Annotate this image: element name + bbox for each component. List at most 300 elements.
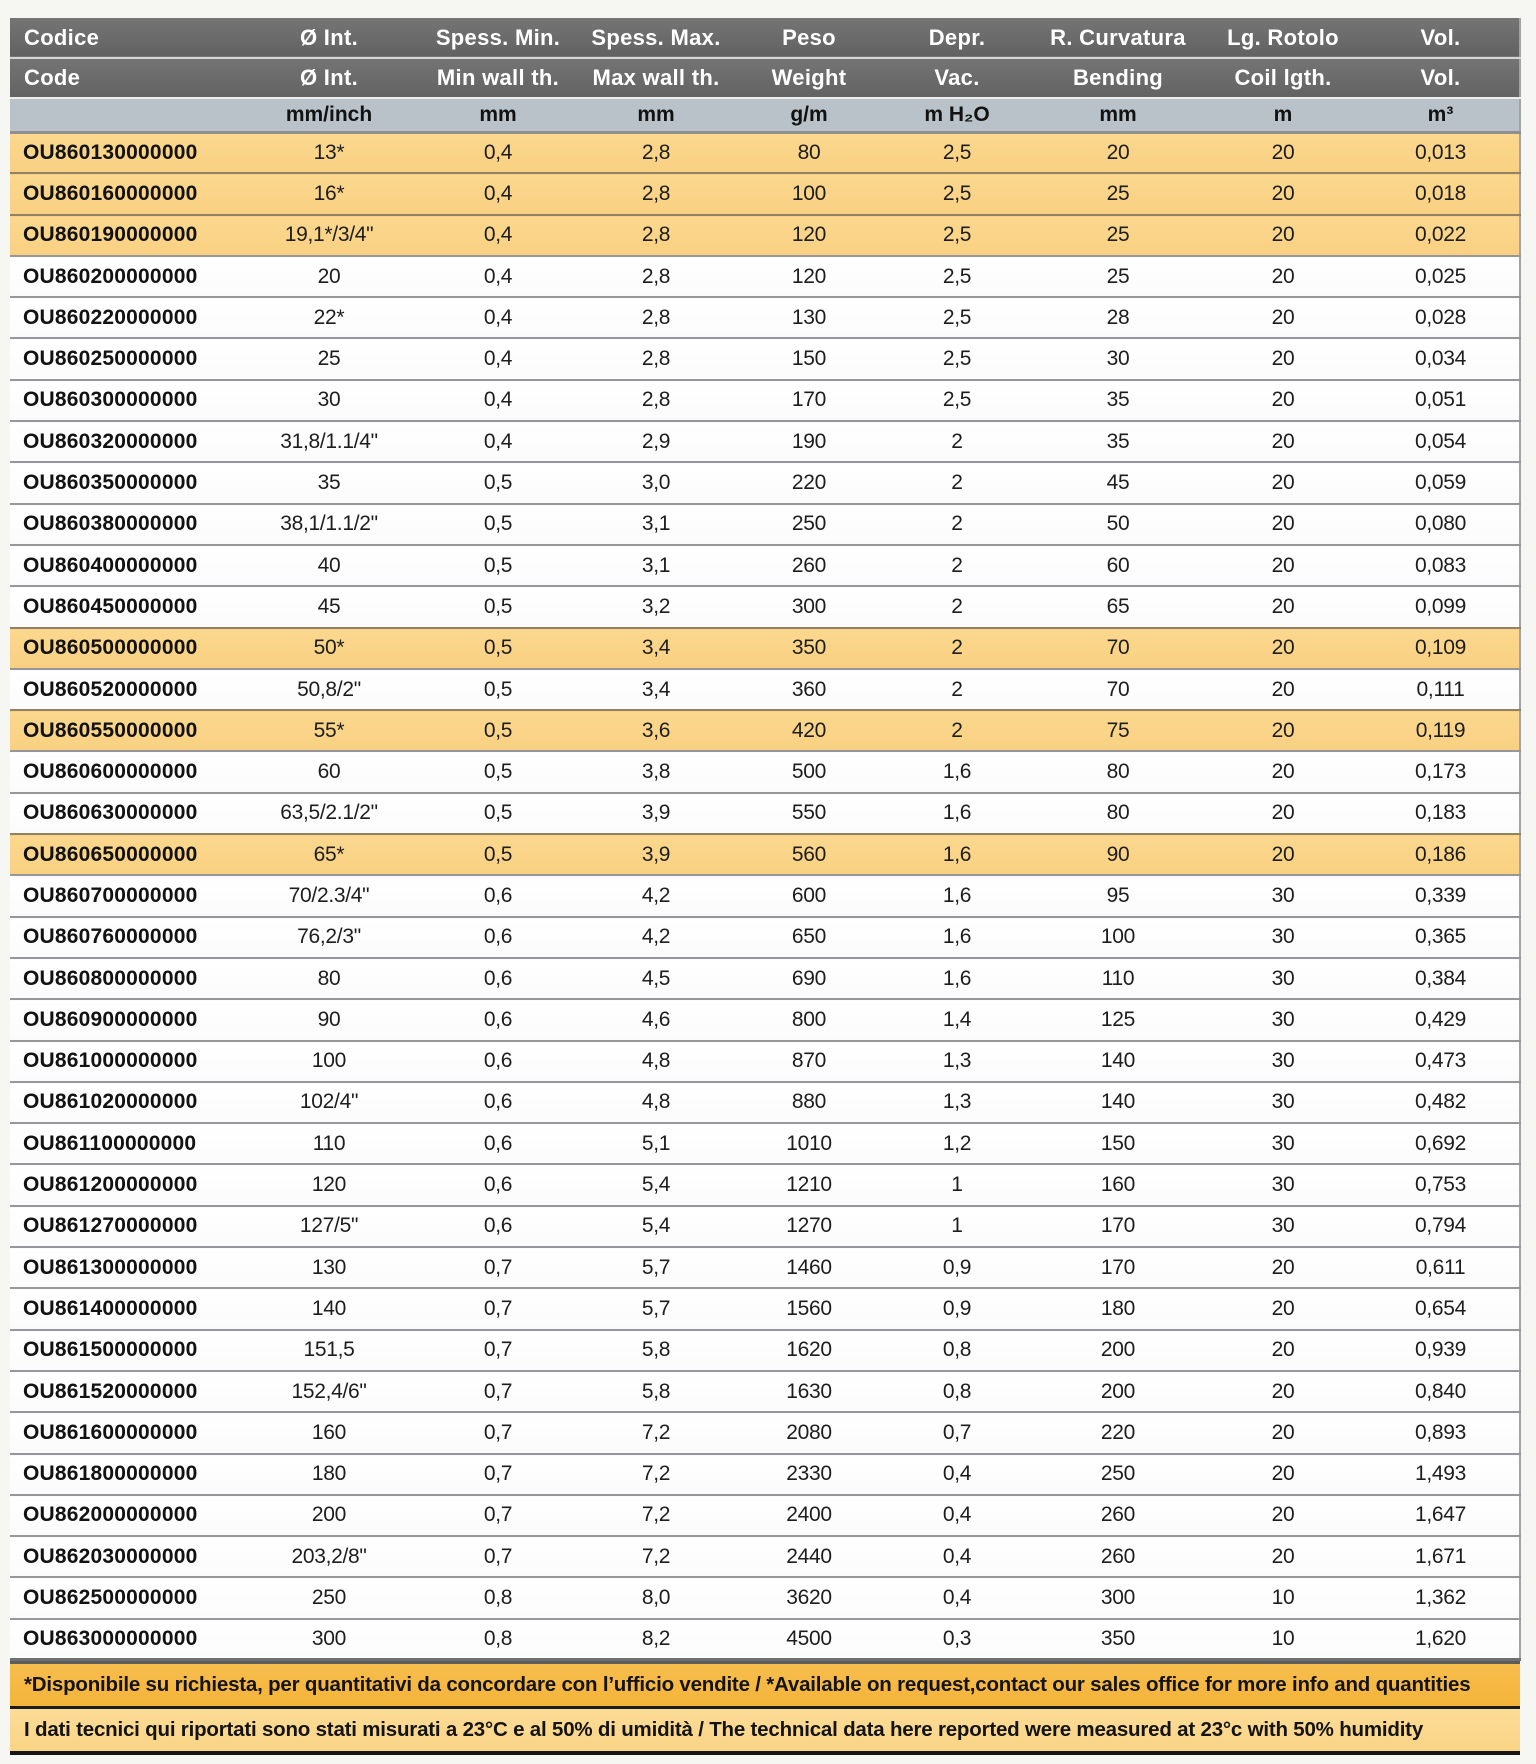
cell-diameter: 40 — [317, 553, 341, 577]
header-coil-length: Coil lgth. — [1234, 65, 1332, 90]
cell-vacuum: 2,5 — [942, 223, 972, 247]
cell-min-wall: 0,4 — [483, 429, 513, 453]
cell-bending: 70 — [1106, 636, 1130, 660]
footnote-measurement-conditions: I dati tecnici qui riportati sono stati misurati a 23°C e al 50% di umidità / The technical data here reported were measured at 23°c with 50% humidity — [10, 1709, 1520, 1755]
cell-code: OU861400000000 — [23, 1296, 198, 1320]
table-units-row — [10, 98, 1520, 132]
table-row — [10, 1619, 1520, 1660]
unit-bending: mm — [1099, 102, 1137, 126]
cell-coil-length: 20 — [1271, 264, 1295, 288]
cell-vacuum: 2,5 — [942, 388, 972, 412]
cell-volume: 0,111 — [1416, 677, 1465, 701]
cell-diameter: 16* — [313, 181, 345, 205]
cell-min-wall: 0,5 — [483, 842, 513, 866]
cell-max-wall: 7,2 — [641, 1420, 671, 1444]
cell-vacuum: 1,4 — [942, 1007, 972, 1031]
cell-bending: 35 — [1106, 388, 1130, 412]
cell-bending: 220 — [1100, 1420, 1136, 1444]
table-row — [10, 1454, 1520, 1495]
cell-coil-length: 20 — [1271, 347, 1295, 371]
cell-max-wall: 8,0 — [641, 1586, 671, 1610]
cell-diameter: 100 — [311, 1049, 347, 1073]
cell-diameter: 50,8/2" — [297, 677, 361, 701]
cell-coil-length: 20 — [1271, 181, 1295, 205]
table-row — [10, 1412, 1520, 1453]
header-vol: Vol. — [1420, 65, 1461, 90]
table-row — [10, 1371, 1520, 1412]
cell-volume: 1,362 — [1414, 1586, 1467, 1610]
cell-vacuum: 0,4 — [942, 1462, 972, 1486]
cell-min-wall: 0,6 — [483, 966, 513, 990]
cell-max-wall: 3,9 — [641, 801, 671, 825]
cell-max-wall: 7,2 — [641, 1544, 671, 1568]
cell-coil-length: 20 — [1271, 553, 1295, 577]
cell-max-wall: 4,8 — [641, 1090, 671, 1114]
header-depressione: Depr. — [928, 24, 986, 50]
cell-coil-length: 20 — [1271, 388, 1295, 412]
cell-weight: 880 — [791, 1090, 827, 1114]
cell-coil-length: 20 — [1271, 1255, 1295, 1279]
table-body — [10, 132, 1520, 1660]
cell-weight: 600 — [791, 883, 827, 907]
cell-code: OU861800000000 — [23, 1462, 198, 1486]
table-row — [10, 462, 1520, 503]
cell-volume: 0,654 — [1414, 1296, 1467, 1320]
cell-vacuum: 1 — [951, 1214, 963, 1238]
unit-max-wall: mm — [637, 102, 675, 126]
table-row — [10, 710, 1520, 751]
cell-min-wall: 0,5 — [483, 553, 513, 577]
cell-code: OU862030000000 — [23, 1544, 198, 1568]
cell-weight: 690 — [791, 966, 827, 990]
cell-coil-length: 20 — [1271, 1338, 1295, 1362]
cell-code: OU861270000000 — [23, 1214, 198, 1238]
cell-weight: 120 — [791, 223, 827, 247]
cell-min-wall: 0,6 — [483, 1049, 513, 1073]
cell-min-wall: 0,8 — [483, 1586, 513, 1610]
cell-bending: 170 — [1100, 1214, 1136, 1238]
cell-bending: 20 — [1106, 140, 1130, 164]
cell-weight: 100 — [791, 181, 827, 205]
cell-volume: 0,893 — [1414, 1420, 1467, 1444]
cell-min-wall: 0,7 — [483, 1338, 513, 1362]
cell-weight: 2080 — [786, 1420, 832, 1444]
cell-coil-length: 20 — [1271, 677, 1295, 701]
cell-diameter: 25 — [317, 347, 341, 371]
cell-max-wall: 3,4 — [641, 677, 671, 701]
cell-volume: 0,099 — [1414, 594, 1467, 618]
cell-max-wall: 2,8 — [641, 388, 671, 412]
cell-max-wall: 7,2 — [641, 1503, 671, 1527]
table-row — [10, 545, 1520, 586]
cell-vacuum: 1,6 — [942, 883, 972, 907]
cell-bending: 140 — [1100, 1049, 1136, 1073]
table-row — [10, 917, 1520, 958]
unit-diameter: mm/inch — [285, 102, 373, 126]
cell-bending: 110 — [1101, 966, 1135, 990]
cell-diameter: 152,4/6" — [291, 1379, 367, 1403]
cell-min-wall: 0,4 — [483, 305, 513, 329]
cell-coil-length: 20 — [1271, 471, 1295, 495]
cell-diameter: 130 — [311, 1255, 347, 1279]
cell-coil-length: 10 — [1271, 1586, 1295, 1610]
cell-volume: 0,339 — [1414, 883, 1467, 907]
cell-max-wall: 5,4 — [641, 1214, 671, 1238]
cell-max-wall: 5,1 — [641, 1131, 671, 1155]
cell-weight: 150 — [791, 347, 827, 371]
table-row — [10, 586, 1520, 627]
cell-volume: 0,022 — [1414, 223, 1467, 247]
cell-code: OU860630000000 — [23, 801, 198, 825]
header-min-wall: Min wall th. — [436, 65, 560, 90]
cell-code: OU860900000000 — [23, 1007, 198, 1031]
cell-max-wall: 2,8 — [641, 140, 671, 164]
cell-code: OU861100000000 — [23, 1131, 197, 1155]
table-row — [10, 1082, 1520, 1123]
cell-min-wall: 0,4 — [483, 140, 513, 164]
cell-vacuum: 0,9 — [942, 1255, 972, 1279]
cell-diameter: 22* — [313, 305, 345, 329]
cell-bending: 125 — [1100, 1007, 1136, 1031]
cell-weight: 3620 — [786, 1586, 832, 1610]
table-row — [10, 1330, 1520, 1371]
cell-weight: 650 — [791, 925, 827, 949]
cell-max-wall: 4,6 — [641, 1007, 671, 1031]
cell-min-wall: 0,7 — [483, 1420, 513, 1444]
cell-coil-length: 30 — [1271, 925, 1295, 949]
cell-bending: 150 — [1100, 1131, 1136, 1155]
cell-min-wall: 0,5 — [483, 636, 513, 660]
cell-weight: 420 — [791, 718, 827, 742]
cell-code: OU860220000000 — [23, 305, 198, 329]
cell-coil-length: 20 — [1271, 718, 1295, 742]
cell-vacuum: 2 — [951, 594, 963, 618]
cell-vacuum: 1,3 — [942, 1090, 972, 1114]
cell-volume: 0,013 — [1414, 140, 1467, 164]
cell-weight: 130 — [791, 305, 827, 329]
cell-weight: 80 — [797, 140, 821, 164]
cell-max-wall: 5,8 — [641, 1379, 671, 1403]
cell-bending: 250 — [1100, 1462, 1136, 1486]
cell-weight: 2440 — [786, 1544, 832, 1568]
table-row — [10, 297, 1520, 338]
cell-diameter: 160 — [311, 1420, 347, 1444]
cell-weight: 250 — [791, 512, 827, 536]
cell-coil-length: 30 — [1271, 1173, 1295, 1197]
cell-coil-length: 20 — [1271, 801, 1295, 825]
cell-diameter: 110 — [312, 1131, 346, 1155]
cell-vacuum: 1 — [951, 1173, 963, 1197]
cell-vacuum: 0,9 — [942, 1296, 972, 1320]
cell-min-wall: 0,7 — [483, 1503, 513, 1527]
cell-weight: 300 — [791, 594, 827, 618]
cell-code: OU860600000000 — [23, 760, 198, 784]
cell-volume: 1,493 — [1414, 1462, 1467, 1486]
cell-code: OU860520000000 — [23, 677, 198, 701]
cell-coil-length: 20 — [1271, 1296, 1295, 1320]
cell-vacuum: 1,6 — [942, 925, 972, 949]
header-weight: Weight — [771, 65, 847, 90]
cell-code: OU862500000000 — [23, 1586, 198, 1610]
cell-bending: 350 — [1100, 1627, 1136, 1651]
cell-volume: 0,939 — [1414, 1338, 1467, 1362]
cell-vacuum: 1,3 — [942, 1049, 972, 1073]
cell-weight: 4500 — [786, 1627, 832, 1651]
cell-volume: 0,186 — [1414, 842, 1467, 866]
cell-diameter: 203,2/8" — [291, 1544, 367, 1568]
cell-volume: 0,611 — [1415, 1255, 1466, 1279]
header-code: Code — [24, 65, 81, 90]
cell-diameter: 180 — [311, 1462, 347, 1486]
cell-weight: 550 — [791, 801, 827, 825]
cell-weight: 2330 — [786, 1462, 832, 1486]
table-header-row-italian — [10, 18, 1520, 58]
cell-vacuum: 2 — [951, 512, 963, 536]
cell-max-wall: 3,0 — [641, 471, 671, 495]
cell-weight: 500 — [791, 760, 827, 784]
cell-volume: 0,794 — [1414, 1214, 1467, 1238]
cell-code: OU860700000000 — [23, 883, 198, 907]
cell-volume: 0,054 — [1414, 429, 1467, 453]
header-peso: Peso — [782, 24, 836, 50]
table-row — [10, 958, 1520, 999]
unit-code — [10, 98, 238, 132]
cell-code: OU861300000000 — [23, 1255, 198, 1279]
cell-diameter: 20 — [317, 264, 341, 288]
cell-weight: 260 — [791, 553, 827, 577]
unit-weight: g/m — [790, 102, 828, 126]
cell-diameter: 90 — [317, 1007, 341, 1031]
cell-volume: 0,051 — [1414, 388, 1467, 412]
cell-code: OU860250000000 — [23, 347, 198, 371]
cell-min-wall: 0,5 — [483, 512, 513, 536]
cell-vacuum: 1,6 — [942, 842, 972, 866]
cell-code: OU860650000000 — [23, 842, 198, 866]
cell-coil-length: 20 — [1271, 223, 1295, 247]
cell-weight: 1620 — [786, 1338, 832, 1362]
cell-min-wall: 0,6 — [483, 1007, 513, 1031]
cell-weight: 190 — [791, 429, 827, 453]
table-row — [10, 1123, 1520, 1164]
cell-diameter: 63,5/2.1/2" — [280, 801, 378, 825]
cell-code: OU863000000000 — [23, 1627, 198, 1651]
cell-diameter: 250 — [311, 1586, 347, 1610]
cell-bending: 180 — [1100, 1296, 1136, 1320]
cell-coil-length: 20 — [1271, 1544, 1295, 1568]
cell-coil-length: 20 — [1271, 140, 1295, 164]
cell-code: OU860760000000 — [23, 925, 198, 949]
cell-volume: 1,620 — [1414, 1627, 1467, 1651]
table-row — [10, 421, 1520, 462]
table-row — [10, 1247, 1520, 1288]
cell-bending: 50 — [1106, 512, 1130, 536]
cell-volume: 0,384 — [1414, 966, 1467, 990]
cell-bending: 90 — [1106, 842, 1130, 866]
cell-vacuum: 0,3 — [942, 1627, 972, 1651]
cell-max-wall: 3,8 — [641, 760, 671, 784]
cell-volume: 0,034 — [1414, 347, 1467, 371]
cell-volume: 0,025 — [1414, 264, 1467, 288]
cell-max-wall: 2,8 — [641, 264, 671, 288]
cell-code: OU860160000000 — [23, 181, 198, 205]
cell-coil-length: 30 — [1271, 1214, 1295, 1238]
cell-volume: 0,429 — [1414, 1007, 1467, 1031]
cell-max-wall: 2,8 — [641, 347, 671, 371]
cell-min-wall: 0,5 — [483, 760, 513, 784]
table-row — [10, 1164, 1520, 1205]
cell-volume: 1,671 — [1414, 1544, 1467, 1568]
table-row — [10, 173, 1520, 214]
cell-volume: 0,365 — [1414, 925, 1467, 949]
cell-vacuum: 1,6 — [942, 760, 972, 784]
cell-bending: 70 — [1106, 677, 1130, 701]
table-row — [10, 1041, 1520, 1082]
cell-min-wall: 0,6 — [483, 1173, 513, 1197]
cell-vacuum: 2,5 — [942, 347, 972, 371]
spec-table — [10, 18, 1521, 1661]
cell-vacuum: 2,5 — [942, 264, 972, 288]
cell-volume: 0,173 — [1414, 760, 1467, 784]
cell-vacuum: 2,5 — [942, 305, 972, 329]
cell-diameter: 80 — [317, 966, 341, 990]
cell-weight: 1010 — [786, 1131, 832, 1155]
cell-min-wall: 0,4 — [483, 181, 513, 205]
cell-bending: 95 — [1106, 883, 1130, 907]
cell-coil-length: 20 — [1271, 594, 1295, 618]
cell-bending: 28 — [1106, 305, 1130, 329]
cell-diameter: 151,5 — [303, 1338, 355, 1362]
cell-bending: 140 — [1100, 1090, 1136, 1114]
cell-coil-length: 20 — [1271, 636, 1295, 660]
cell-weight: 800 — [791, 1007, 827, 1031]
cell-bending: 25 — [1106, 181, 1130, 205]
cell-vacuum: 2 — [951, 471, 963, 495]
cell-coil-length: 20 — [1271, 760, 1295, 784]
table-row — [10, 256, 1520, 297]
cell-bending: 170 — [1100, 1255, 1136, 1279]
cell-coil-length: 20 — [1271, 1462, 1295, 1486]
cell-max-wall: 3,2 — [641, 594, 671, 618]
cell-bending: 80 — [1106, 801, 1130, 825]
cell-coil-length: 30 — [1271, 1131, 1295, 1155]
cell-max-wall: 5,7 — [641, 1296, 671, 1320]
cell-max-wall: 2,8 — [641, 223, 671, 247]
cell-code: OU860320000000 — [23, 429, 198, 453]
cell-diameter: 127/5" — [299, 1214, 359, 1238]
cell-vacuum: 2,5 — [942, 140, 972, 164]
cell-vacuum: 2 — [951, 677, 963, 701]
header-spess-max: Spess. Max. — [591, 24, 721, 50]
cell-vacuum: 2 — [951, 718, 963, 742]
cell-min-wall: 0,5 — [483, 677, 513, 701]
cell-code: OU860130000000 — [23, 140, 198, 164]
cell-volume: 0,473 — [1414, 1049, 1467, 1073]
cell-min-wall: 0,5 — [483, 718, 513, 742]
footnote-availability: *Disponibile su richiesta, per quantitativi da concordare con l’ufficio vendite / *Available on request,contact our sales office for more info and quantities — [10, 1661, 1520, 1709]
cell-volume: 0,840 — [1414, 1379, 1467, 1403]
cell-bending: 260 — [1100, 1544, 1136, 1568]
cell-vacuum: 0,7 — [942, 1420, 972, 1444]
cell-diameter: 300 — [311, 1627, 347, 1651]
cell-diameter: 102/4" — [299, 1090, 359, 1114]
cell-weight: 170 — [791, 388, 827, 412]
cell-weight: 120 — [791, 264, 827, 288]
cell-diameter: 50* — [313, 636, 345, 660]
table-row — [10, 338, 1520, 379]
header-vacuum: Vac. — [934, 65, 980, 90]
cell-min-wall: 0,6 — [483, 925, 513, 949]
cell-max-wall: 2,9 — [641, 429, 671, 453]
cell-vacuum: 0,8 — [942, 1338, 972, 1362]
table-row — [10, 1495, 1520, 1536]
cell-bending: 25 — [1106, 223, 1130, 247]
cell-max-wall: 4,8 — [641, 1049, 671, 1073]
table-row — [10, 793, 1520, 834]
cell-volume: 0,080 — [1414, 512, 1467, 536]
cell-max-wall: 2,8 — [641, 305, 671, 329]
cell-min-wall: 0,4 — [483, 388, 513, 412]
cell-coil-length: 20 — [1271, 1420, 1295, 1444]
cell-coil-length: 30 — [1271, 883, 1295, 907]
cell-weight: 1210 — [786, 1173, 832, 1197]
unit-min-wall: mm — [479, 102, 517, 126]
cell-weight: 1270 — [786, 1214, 832, 1238]
cell-code: OU861000000000 — [23, 1049, 198, 1073]
cell-vacuum: 0,4 — [942, 1503, 972, 1527]
cell-bending: 200 — [1100, 1338, 1136, 1362]
cell-vacuum: 1,6 — [942, 966, 972, 990]
cell-min-wall: 0,4 — [483, 264, 513, 288]
cell-min-wall: 0,5 — [483, 594, 513, 618]
cell-bending: 100 — [1100, 925, 1136, 949]
cell-weight: 1560 — [786, 1296, 832, 1320]
cell-max-wall: 7,2 — [641, 1462, 671, 1486]
cell-code: OU861520000000 — [23, 1379, 198, 1403]
cell-diameter: 19,1*/3/4" — [284, 223, 374, 247]
cell-vacuum: 1,6 — [942, 801, 972, 825]
cell-min-wall: 0,8 — [483, 1627, 513, 1651]
cell-diameter: 13* — [313, 140, 345, 164]
cell-diameter: 45 — [317, 594, 341, 618]
cell-volume: 1,647 — [1414, 1503, 1467, 1527]
table-row — [10, 132, 1520, 173]
cell-vacuum: 2 — [951, 636, 963, 660]
cell-diameter: 120 — [311, 1173, 347, 1197]
cell-volume: 0,753 — [1414, 1173, 1467, 1197]
cell-diameter: 35 — [317, 471, 341, 495]
cell-diameter: 76,2/3" — [297, 925, 361, 949]
cell-bending: 80 — [1106, 760, 1130, 784]
cell-diameter: 140 — [311, 1296, 347, 1320]
cell-diameter: 31,8/1.1/4" — [280, 429, 378, 453]
cell-code: OU860200000000 — [23, 264, 198, 288]
header-diameter: Ø Int. — [299, 65, 358, 90]
cell-max-wall: 3,1 — [641, 553, 671, 577]
cell-coil-length: 30 — [1271, 1007, 1295, 1031]
table-row — [10, 1288, 1520, 1329]
cell-code: OU862000000000 — [23, 1503, 198, 1527]
cell-vacuum: 0,4 — [942, 1544, 972, 1568]
cell-max-wall: 2,8 — [641, 181, 671, 205]
cell-coil-length: 30 — [1271, 1049, 1295, 1073]
table-row — [10, 1577, 1520, 1618]
cell-min-wall: 0,6 — [483, 1214, 513, 1238]
cell-bending: 75 — [1106, 718, 1130, 742]
header-rotolo: Lg. Rotolo — [1227, 24, 1339, 50]
cell-volume: 0,692 — [1414, 1131, 1467, 1155]
cell-min-wall: 0,7 — [483, 1379, 513, 1403]
cell-code: OU861200000000 — [23, 1173, 198, 1197]
